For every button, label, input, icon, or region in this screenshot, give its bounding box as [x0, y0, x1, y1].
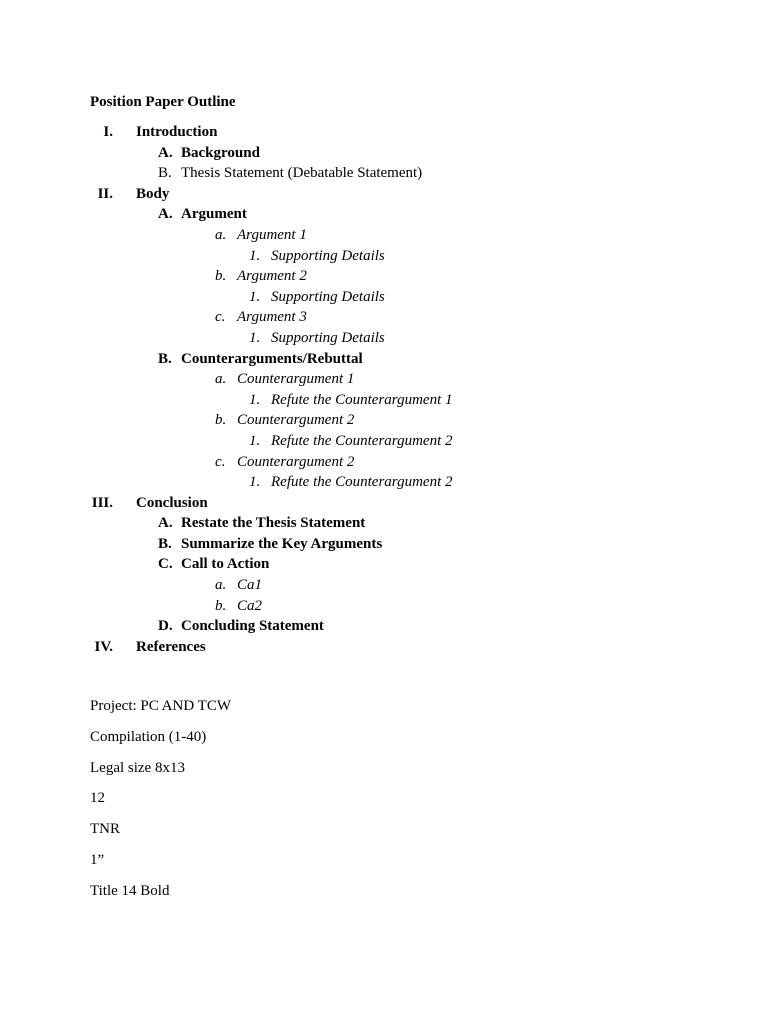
outline-marker: B. [158, 165, 172, 182]
outline-marker: IV. [94, 638, 113, 655]
outline-list [0, 122, 768, 657]
outline-text: Conclusion [136, 494, 208, 511]
outline-text: Summarize the Key Arguments [181, 535, 383, 552]
outline-marker: A. [158, 144, 173, 161]
outline-text: Counterargument 1 [237, 371, 355, 388]
outline-item-level-1 [0, 204, 768, 225]
outline-text: Argument 1 [237, 226, 307, 243]
outline-text: Argument 3 [237, 309, 307, 326]
outline-marker: 1. [249, 247, 261, 264]
outline-marker: a. [215, 226, 227, 243]
outline-text: Supporting Details [271, 329, 385, 346]
outline-item-level-1 [0, 143, 768, 164]
outline-marker: 1. [249, 432, 261, 449]
note-line: Project: PC AND TCW [90, 698, 231, 714]
outline-text: Background [181, 144, 260, 161]
outline-item-level-1 [0, 513, 768, 534]
outline-text: Call to Action [181, 556, 270, 573]
outline-marker: b. [215, 268, 227, 285]
outline-item-level-3 [0, 390, 768, 411]
outline-text: Supporting Details [271, 288, 385, 305]
outline-item-level-1 [0, 349, 768, 370]
note-line: 12 [90, 790, 105, 807]
outline-item-level-3 [0, 287, 768, 308]
outline-marker: I. [103, 124, 113, 140]
outline-marker: A. [158, 515, 173, 532]
outline-text: Refute the Counterargument 2 [271, 474, 453, 491]
outline-item-level-0 [0, 637, 768, 658]
outline-item-level-3 [0, 472, 768, 493]
outline-item-level-2 [0, 266, 768, 287]
outline-marker: b. [215, 597, 227, 614]
outline-item-level-3 [0, 328, 768, 349]
outline-marker: B. [158, 535, 172, 552]
outline-text: Introduction [136, 124, 218, 140]
outline-text: Argument 2 [237, 268, 307, 285]
outline-text: Body [136, 185, 170, 202]
outline-item-level-1 [0, 534, 768, 555]
outline-marker: 1. [249, 474, 261, 491]
outline-item-level-2 [0, 452, 768, 473]
outline-item-level-2 [0, 575, 768, 596]
outline-marker: II. [97, 185, 113, 202]
outline-marker: a. [215, 577, 227, 594]
outline-marker: III. [91, 494, 113, 511]
outline-item-level-2 [0, 369, 768, 390]
outline-text: Ca1 [237, 577, 263, 594]
outline-text: Refute the Counterargument 2 [271, 432, 453, 449]
outline-text: Thesis Statement (Debatable Statement) [181, 165, 423, 182]
outline-marker: A. [158, 206, 173, 223]
outline-item-level-2 [0, 410, 768, 431]
outline-text: Concluding Statement [181, 618, 324, 635]
outline-marker: c. [215, 309, 226, 326]
note-line: Compilation (1-40) [90, 728, 207, 745]
outline-item-level-0 [0, 493, 768, 514]
document-title: Position Paper Outline [90, 94, 236, 110]
outline-marker: 1. [249, 288, 261, 305]
outline-item-level-0 [0, 184, 768, 205]
outline-text: Ca2 [237, 597, 263, 614]
outline-marker: 1. [249, 329, 261, 346]
project-notes [90, 696, 231, 912]
outline-marker: a. [215, 371, 227, 388]
outline-item-level-3 [0, 431, 768, 452]
note-line: Title 14 Bold [90, 882, 170, 899]
outline-item-level-3 [0, 246, 768, 267]
outline-item-level-1 [0, 554, 768, 575]
outline-item-level-1 [0, 163, 768, 184]
outline-text: Argument [181, 206, 247, 223]
note-line: Legal size 8x13 [90, 759, 185, 776]
outline-text: Counterargument 2 [237, 453, 355, 470]
outline-item-level-2 [0, 225, 768, 246]
outline-item-level-1 [0, 616, 768, 637]
note-line: 1” [90, 851, 105, 868]
outline-marker: D. [158, 618, 173, 635]
outline-marker: 1. [249, 391, 261, 408]
outline-item-level-2 [0, 307, 768, 328]
outline-text: Counterarguments/Rebuttal [181, 350, 363, 367]
outline-marker: b. [215, 412, 227, 429]
outline-text: Restate the Thesis Statement [181, 515, 366, 532]
outline-text: Counterargument 2 [237, 412, 355, 429]
note-line: TNR [90, 821, 120, 838]
outline-text: Supporting Details [271, 247, 385, 264]
outline-marker: c. [215, 453, 226, 470]
outline-marker: B. [158, 350, 172, 367]
outline-marker: C. [158, 556, 173, 573]
outline-item-level-2 [0, 596, 768, 617]
outline-text: Refute the Counterargument 1 [271, 391, 453, 408]
outline-item-level-0 [0, 122, 768, 143]
outline-text: References [136, 638, 206, 655]
